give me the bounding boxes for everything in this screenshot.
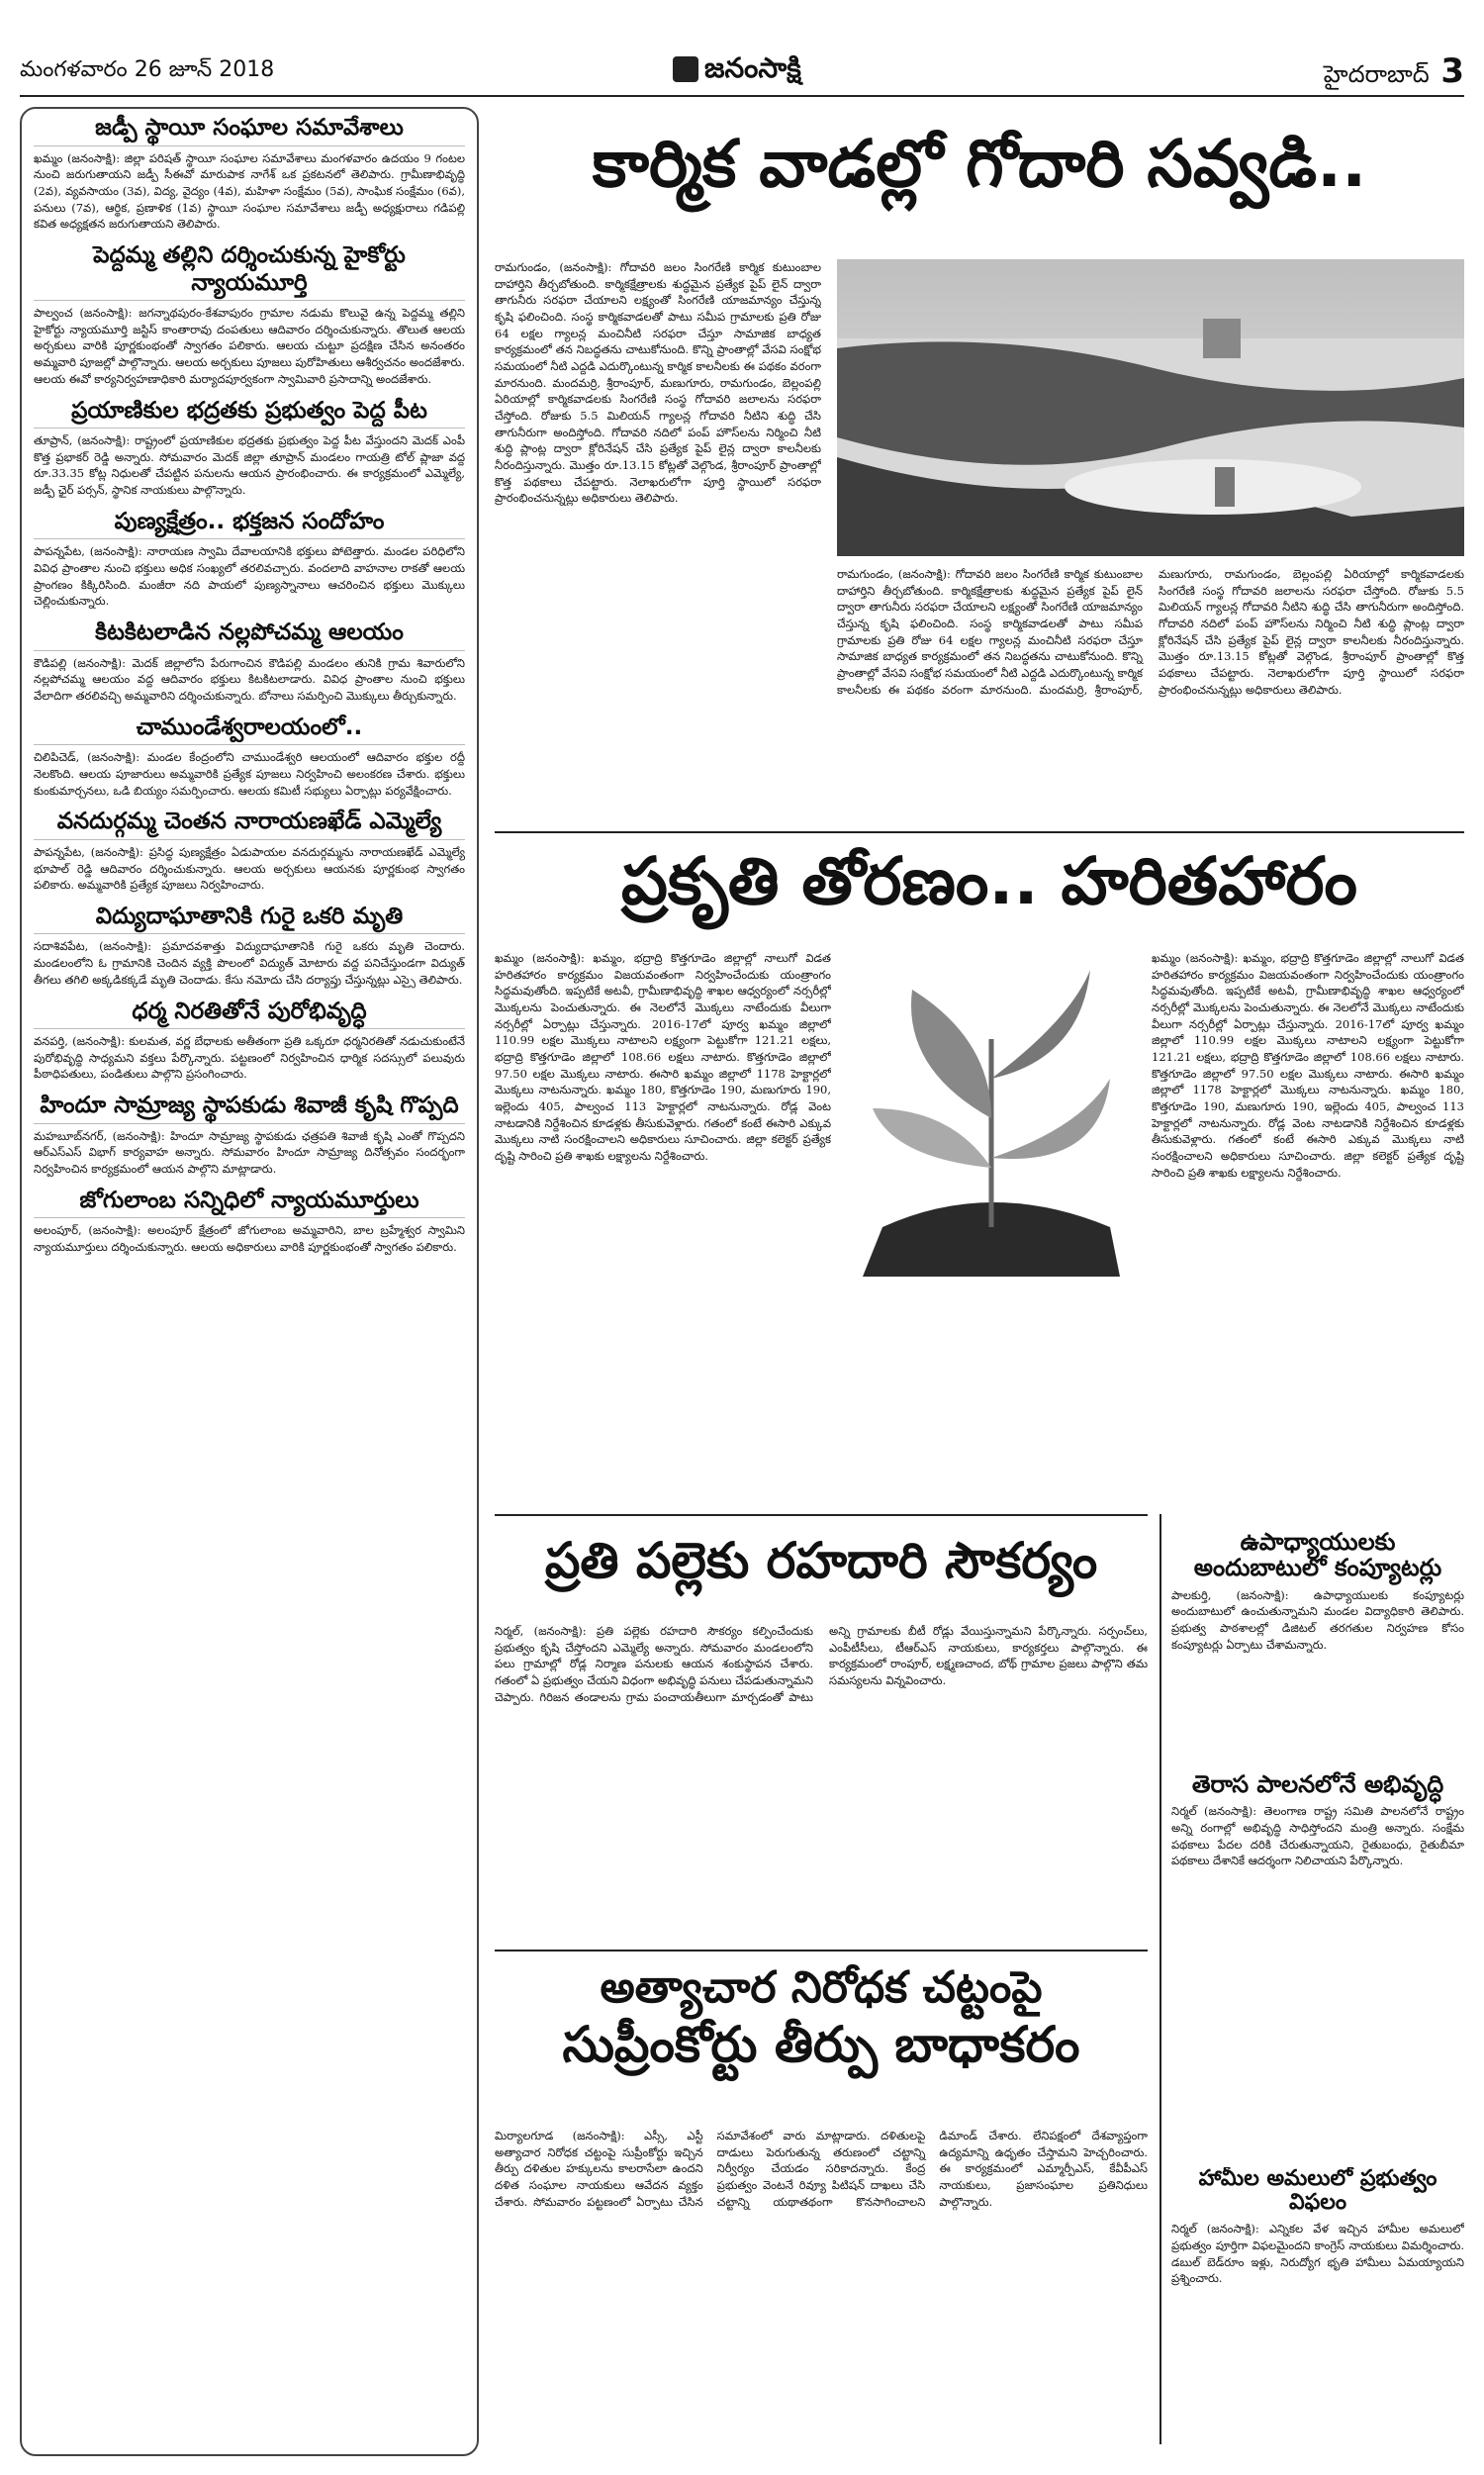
left-story (22, 709, 477, 804)
computers-body: పాలకుర్తి, (జనంసాక్షి): ఉపాధ్యాయులకు కంప్యూటర్లు అందుబాటులో ఉంచుతున్నామని మండల విద్యాధికారి తెలిపారు. ప్రభుత్వ పాఠశాలల్లో డిజిటల్ తరగతుల నిర్వహణ కోసం కంప్యూటర్లు ఏర్పాటు చేశామన్నారు. (1171, 1587, 1464, 1652)
page-number: 3 (1440, 51, 1464, 91)
left-story-body: వనపర్తి, (జనంసాక్షి): కులమత, వర్ణ బేధాలకు అతీతంగా ప్రతి ఒక్కరూ ధర్మనిరతితో నడుచుకుంటేనే పురోభివృద్ధి సాధ్యమని వక్తలు పేర్కొన్నారు. పట్టణంలో నిర్వహించిన ధార్మిక సదస్సులో పలువురు పీఠాధిపతులు, పండితులు పాల్గొని ప్రసంగించారు. (34, 1034, 465, 1082)
roads-story-text (495, 1623, 1148, 1940)
haritha-story-headline-box (514, 843, 1464, 945)
haritha-story-body: ఖమ్మం (జనంసాక్షి): ఖమ్మం, భద్రాద్రి కొత్తగూడెం జిల్లాల్లో నాలుగో విడత హరితహారం కార్యక్రమం విజయవంతంగా నిర్వహించేందుకు యంత్రాంగం సిద్ధమవుతోంది. ఇప్పటికే అటవీ, గ్రామీణాభివృద్ధి శాఖల ఆధ్వర్యంలో నర్సరీల్లో మొక్కలను పెంచుతున్నారు. ఈ నెలలోనే మొక్కలు నాటేందుకు వీలుగా నర్సరీల్లో ఏర్పాట్లు చేస్తున్నారు. 2016-17లో పూర్వ ఖమ్మం జిల్లాలో 110.99 లక్షల మొక్కలు నాటాలని లక్ష్యంగా పెట్టుకోగా 121.21 లక్షలు, భద్రాద్రి కొత్తగూడెం జిల్లాలో 108.66 లక్షలు నాటారు. కొత్తగూడెం జిల్లాలో 97.50 లక్షల మొక్కలు నాటారు. ఈసారి ఖమ్మం జిల్లాలో 1178 హెక్టార్లలో మొక్కలు నాటనున్నారు. ఖమ్మం 180, కొత్తగూడెం 190, మణుగూరు 190, ఇల్లెందు 405, పాల్వంచ 113 హెక్టార్లలో నాటనున్నారు. రోడ్ల వెంట నాటడానికి నిర్దేశించిన కూడళ్లకు తీసుకువెళ్లారు. గతంలో కంటే ఈసారి ఎక్కువ మొక్కలు నాటి సంరక్షించాలని అధికారులు సూచించారు. జిల్లా కలెక్టర్ ప్రత్యేక దృష్టి సారించి ప్రతి శాఖకు లక్ష్యాలను నిర్దేశించారు. (495, 951, 831, 1164)
lead-story-headline-box (495, 126, 1464, 228)
roads-story-headline-box (495, 1534, 1148, 1613)
section-divider (495, 831, 1464, 833)
left-story-headline: ప్రయాణికుల భద్రతకు ప్రభుత్వం పెద్ద పీట (34, 398, 465, 429)
left-story-body: ఖమ్మం (జనంసాక్షి): జిల్లా పరిషత్ స్థాయీ సంఘాల సమావేశాలు మంగళవారం ఉదయం 9 గంటల నుంచి జరుగుతాయని జడ్పీ సీఈవో మారుపాక నాగేశ్ ఒక ప్రకటనలో తెలిపారు. గ్రామీణాభివృద్ధి (2వ), వ్యవసాయం (3వ), విద్య, వైద్యం (4వ), మహిళా సంక్షేమం (5వ), సాంఘిక సంక్షేమం (6వ), పనులు (7వ), ఆర్థిక, ప్రణాళిక (1వ) స్థాయీ సంఘాల సమావేశాలు జడ్పీ అధ్యక్షురాలు గడిపల్లి కవిత అధ్యక్షతన జరుగుతాయని తెలిపారు. (34, 150, 465, 232)
left-story-headline: జడ్పీ స్థాయీ సంఘాల సమావేశాలు (34, 115, 465, 146)
left-story-headline: జోగులాంబ సన్నిధిలో న్యాయమూర్తులు (34, 1188, 465, 1219)
city-name: హైదరాబాద్ (1323, 60, 1430, 88)
left-story-headline: ధర్మ నిరతితోనే పురోభివృద్ధి (34, 999, 465, 1030)
left-story-headline: చాముండేశ్వరాలయంలో.. (34, 714, 465, 746)
right-story-computers (1171, 1529, 1464, 1757)
left-story-body: చిలిపిచెడ్, (జనంసాక్షి): మండల కేంద్రంలోని చాముండేశ్వరి ఆలయంలో ఆదివారం భక్తుల రద్దీ నెలకొంది. ఆలయ పూజారులు అమ్మవారికి ప్రత్యేక పూజలు నిర్వహించి అలంకరణ చేశారు. భక్తులు కుంకుమార్చనలు, ఒడి బియ్యం సమర్పించారు. ఆలయ కమిటీ సభ్యులు ఏర్పాట్లు పర్యవేక్షించారు. (34, 750, 465, 798)
right-story-trs (1171, 1771, 1464, 2147)
left-story-headline: హిందూ సామ్రాజ్య స్థాపకుడు శివాజీ కృషి గొప్పది (34, 1093, 465, 1124)
sc-story-body: మిర్యాలగూడ (జనంసాక్షి): ఎస్సీ, ఎస్టీ అత్యాచార నిరోధక చట్టంపై సుప్రీంకోర్టు ఇచ్చిన తీర్పు దళితుల హక్కులను కాలరాసేలా ఉందని దళిత సంఘాల నాయకులు ఆవేదన వ్యక్తం చేశారు. సోమవారం పట్టణంలో ఏర్పాటు చేసిన సమావేశంలో వారు మాట్లాడారు. దళితులపై దాడులు పెరుగుతున్న తరుణంలో చట్టాన్ని నిర్వీర్యం చేయడం సరికాదన్నారు. కేంద్ర ప్రభుత్వం వెంటనే రివ్యూ పిటిషన్ దాఖలు చేసి చట్టాన్ని యథాతథంగా కొనసాగించాలని డిమాండ్ చేశారు. లేనిపక్షంలో దేశవ్యాప్తంగా ఉద్యమాన్ని ఉధృతం చేస్తామని హెచ్చరించారు. ఈ కార్యక్రమంలో ఎమ్మార్పీఎస్, కేవీపీఎస్ నాయకులు, ప్రజాసంఘాల ప్రతినిధులు పాల్గొన్నారు. (495, 2129, 1148, 2209)
left-story-body: పాపన్నపేట, (జనంసాక్షి): ప్రసిద్ధ పుణ్యక్షేత్రం ఏడుపాయల వనదుర్గమ్మను నారాయణఖేడ్ ఎమ్మెల్యే భూపాల్ రెడ్డి ఆదివారం దర్శించుకున్నారు. ఆలయ అర్చకులు ఆయనకు పూర్ణకుంభ స్వాగతం పలికారు. అమ్మవారికి ప్రత్యేక పూజలు నిర్వహించారు. (34, 844, 465, 893)
left-story (22, 503, 477, 614)
column-divider (1159, 1514, 1161, 2444)
left-story (22, 109, 477, 237)
left-story-headline: వనదుర్గమ్మ చెంతన నారాయణఖేడ్ ఎమ్మెల్యే (34, 809, 465, 840)
section-divider (495, 1514, 1148, 1516)
logo-icon (673, 56, 698, 82)
left-story (22, 898, 477, 993)
left-story-body: పాల్వంచ (జనంసాక్షి): జగన్నాథపురం-కేశవాపురం గ్రామాల నడుమ కొలువై ఉన్న పెద్దమ్మ తల్లిని హైకోర్టు న్యాయమూర్తి జస్టిస్ కాంతారావు దంపతులు ఆదివారం దర్శించుకున్నారు. తొలుత ఆలయ అర్చకులు వారికి పూర్ణకుంభంతో స్వాగతం పలికారు. ఆలయ చుట్టూ ప్రదక్షిణ చేసిన అనంతరం అమ్మవారి పూజల్లో పాల్గొన్నారు. ఆలయ అర్చకులు పూజలు పురోహితులు ఆశీర్వచనం అందజేశారు. ఆలయ ఈవో కార్యనిర్వహణాధికారి మర్యాదపూర్వకంగా స్వామివారి ప్రసాదాన్ని అందజేశారు. (34, 306, 465, 386)
section-divider (495, 1950, 1148, 1951)
haritha-story-headline: ప్రకృతి తోరణం.. హరితహారం (621, 843, 1357, 919)
edition-label (1324, 51, 1464, 94)
haritha-story-text-right (1152, 950, 1464, 1504)
left-story-body: మహబూబ్‌నగర్, (జనంసాక్షి): హిందూ సామ్రాజ్య స్థాపకుడు ఛత్రపతి శివాజీ కృషి ఎంతో గొప్పదని ఆర్‌ఎస్‌ఎస్ విభాగ్ కార్యవాహ అన్నారు. సోమవారం హిందూ సామ్రాజ్య దినోత్సవం సందర్భంగా నిర్వహించిన కార్యక్రమంలో ఆయన పాల్గొని మాట్లాడారు. (34, 1128, 465, 1177)
promises-headline: హామీల అమలులో ప్రభుత్వం విఫలం (1198, 2167, 1438, 2216)
left-story (22, 392, 477, 503)
sc-story-text (495, 2128, 1148, 2444)
godavari-river-photo (837, 259, 1464, 556)
left-story (22, 1182, 477, 1260)
left-story-headline: పెద్దమ్మ తల్లిని దర్శించుకున్న హైకోర్టు న్యాయమూర్తి (34, 242, 465, 301)
computers-headline-line2: అందుబాటులో కంప్యూటర్లు (1193, 1554, 1442, 1582)
left-story (22, 993, 477, 1088)
lead-story-headline: కార్మిక వాడల్లో గోదారి సవ్వడి.. (592, 126, 1367, 202)
left-story-body: సదాశివపేట, (జనంసాక్షి): ప్రమాదవశాత్తు విద్యుదాఘాతానికి గురై ఒకరు మృతి చెందారు. మండలంలోని ఓ గ్రామానికి చెందిన వ్యక్తి పొలంలో విద్యుత్ మోటారు వద్ద పనిచేస్తుండగా విద్యుత్ తీగలు తగిలి అక్కడికక్కడే మృతి చెందాడు. కేసు నమోదు చేసి దర్యాప్తు చేస్తున్నట్లు ఎస్సై తెలిపారు. (34, 939, 465, 987)
masthead-logo (673, 51, 801, 91)
trs-headline: తెరాస పాలనలోనే అభివృద్ధి (1191, 1771, 1444, 1798)
page-header (20, 0, 1464, 97)
sc-story-headline-line2: సుప్రీంకోర్టు తీర్పు బాధాకరం (562, 2016, 1080, 2074)
left-story-body: తూప్రాన్, (జనంసాక్షి): రాష్ట్రంలో ప్రయాణికుల భద్రతకు ప్రభుత్వం పెద్ద పీట వేస్తుందని మెదక్ ఎంపీ కొత్త ప్రభాకర్ రెడ్డి అన్నారు. సోమవారం మెదక్ జిల్లా తూప్రాన్ మండలం గాయత్రి టోల్ ప్లాజా వద్ద రూ.33.35 కోట్ల నిధులతో చేపట్టిన పనులను ఆయన ప్రారంభించారు. ఈ కార్యక్రమంలో ఎమ్మెల్యే, జడ్పీ ఛైర్ పర్సన్, స్థానిక నాయకులు పాల్గొన్నారు. (34, 433, 465, 498)
left-story-headline: కిటకిటలాడిన నల్లపోచమ్మ ఆలయం (34, 619, 465, 651)
roads-story-headline: ప్రతి పల్లెకు రహదారి సౌకర్యం (544, 1532, 1098, 1589)
left-story-body: అలంపూర్, (జనంసాక్షి): అలంపూర్ క్షేత్రంలో జోగులాంబ అమ్మవారిని, బాల బ్రహ్మేశ్వర స్వామిని న్యాయమూర్తులు దర్శించుకున్నారు. ఆలయ అధికారులు వారికి పూర్ణకుంభంతో స్వాగతం పలికారు. (34, 1223, 465, 1254)
lead-story-body: రామగుండం, (జనంసాక్షి): గోదావరి జలం సింగరేణి కార్మిక కుటుంబాల దాహార్తిని తీర్చబోతుంది. కార్మికక్షేత్రాలకు శుద్ధమైన ప్రత్యేక పైప్ లైన్ ద్వారా తాగునీరు సరఫరా చేయాలని లక్ష్యంతో సింగరేణి యాజమాన్యం చేస్తున్న కృషి ఫలించింది. సంస్థ కార్మికవాడలతో పాటు సమీప గ్రామాలకు ప్రతి రోజు 64 లక్షల గ్యాలన్ల మంచినీటి సరఫరా చేస్తూ సామాజిక బాధ్యత కార్యక్రమంలో తన నిబద్ధతను చాటుకోనుంది. కొన్ని ప్రాంతాల్లో వేసవి సంక్షోభ సమయంలో నీటి ఎద్దడి ఎదుర్కొంటున్న కార్మిక కాలనీలకు ఈ పథకం వరంగా మారనుంది. మందమర్రి, శ్రీరాంపూర్, మణుగూరు, రామగుండం, బెల్లంపల్లి ఏరియాల్లో కార్మికవాడలకు సింగరేణి సంస్థ గోదావరి జలాలను సరఫరా చేస్తోంది. రోజుకు 5.5 మిలియన్ గ్యాలన్ల గోదావరి నీటిని శుద్ధి చేసి తాగునీరుగా అందిస్తోంది. గోదావరి నదిలో పంప్ హౌస్‌లను నిర్మించి నీటి శుద్ధి ప్లాంట్ల ద్వారా క్లోరినేషన్ చేసి ప్రత్యేక పైప్ లైన్ల ద్వారా కాలనీలకు నీరందిస్తున్నారు. మొత్తం రూ.13.15 కోట్లతో వెల్గొండ, శ్రీరాంపూర్ ప్రాంతాల్లో కొత్త పథకాలు చేపట్టారు. నెలాఖరులోగా పూర్తి స్థాయిలో సరఫరా ప్రారంభించనున్నట్లు అధికారులు తెలిపారు. (495, 260, 821, 506)
left-news-column (20, 107, 479, 2456)
left-story-body: కౌడిపల్లి (జనంసాక్షి): మెదక్ జిల్లాలోని పేరుగాంచిన కౌడిపల్లి మండలం తునికి గ్రామ శివారులోని నల్లపోచమ్మ ఆలయం వద్ద ఆదివారం భక్తులు కిటకిటలాడారు. వివిధ ప్రాంతాల నుంచి భక్తులు వేలాదిగా తరలివచ్చి అమ్మవారిని దర్శించుకున్నారు. బోనాలు సమర్పించి మొక్కులు తీర్చుకున్నారు. (34, 655, 465, 703)
sc-story-headline-line1: అత్యాచార నిరోధక చట్టంపై (600, 1962, 1043, 2013)
left-story-body: పాపన్నపేట, (జనంసాక్షి): నారాయణ స్వామి దేవాలయానికి భక్తులు పోటెత్తారు. మండల పరిధిలోని వివిధ ప్రాంతాల నుంచి భక్తులు అధిక సంఖ్యలో తరలివచ్చారు. వందలాది వాహనాల రాకతో ఆలయ ప్రాంగణం కిక్కిరిసింది. మంజీరా నది పాయలో పుణ్యస్నానాలు ఆచరించిన భక్తులు మొక్కులు చెల్లించుకున్నారు. (34, 544, 465, 609)
paper-name: జనంసాక్షి (704, 51, 801, 84)
sc-story-headline-box (495, 1964, 1148, 2123)
sapling-illustration (843, 950, 1140, 1277)
roads-story-body: నిర్మల్, (జనంసాక్షి): ప్రతి పల్లెకు రహదారి సౌకర్యం కల్పించేందుకు ప్రభుత్వం కృషి చేస్తోందని ఎమ్మెల్యే అన్నారు. సోమవారం మండలంలోని పలు గ్రామాల్లో రోడ్ల నిర్మాణ పనులకు ఆయన శంకుస్థాపన చేశారు. గతంలో ఏ ప్రభుత్వం చేయని విధంగా అభివృద్ధి పనులు చేపడుతున్నామని చెప్పారు. గిరిజన తండాలను గ్రామ పంచాయతీలుగా మార్చడంతో పాటు అన్ని గ్రామాలకు బీటీ రోడ్లు వేయిస్తున్నామని పేర్కొన్నారు. సర్పంచ్‌లు, ఎంపీటీసీలు, టీఆర్‌ఎస్ నాయకులు, కార్యకర్తలు పాల్గొన్నారు. ఈ కార్యక్రమంలో రాంపూర్, లక్ష్మణచాంద, బోథ్ గ్రామాల ప్రజలు పాల్గొని తమ సమస్యలను విన్నవించారు. (495, 1624, 1148, 1704)
computers-headline-line1: ఉపాధ్యాయులకు (1240, 1529, 1396, 1556)
left-story-headline: విద్యుదాఘాతానికి గురై ఒకరి మృతి (34, 904, 465, 935)
lead-story-text-continued (837, 566, 1464, 813)
left-story (22, 803, 477, 898)
promises-body: నిర్మల్ (జనంసాక్షి): ఎన్నికల వేళ ఇచ్చిన హామీల అమలులో ప్రభుత్వం పూర్తిగా విఫలమైందని కాంగ్రెస్ నాయకులు విమర్శించారు. డబుల్ బెడ్‌రూం ఇళ్లు, నిరుద్యోగ భృతి హామీలు ఏమయ్యాయని ప్రశ్నించారు. (1171, 2222, 1464, 2286)
haritha-story-text (495, 950, 831, 1504)
trs-body: నిర్మల్ (జనంసాక్షి): తెలంగాణ రాష్ట్ర సమితి పాలనలోనే రాష్ట్రం అన్ని రంగాల్లో అభివృద్ధి సాధిస్తోందని మంత్రి అన్నారు. సంక్షేమ పథకాలు పేదల దరికి చేరుతున్నాయని, రైతుబంధు, రైతుబీమా పథకాలు దేశానికే ఆదర్శంగా నిలిచాయని పేర్కొన్నారు. (1171, 1804, 1464, 1868)
left-story (22, 1087, 477, 1182)
issue-date: మంగళవారం 26 జూన్ 2018 (20, 57, 275, 82)
lead-story-body-continued: రామగుండం, (జనంసాక్షి): గోదావరి జలం సింగరేణి కార్మిక కుటుంబాల దాహార్తిని తీర్చబోతుంది. కార్మికక్షేత్రాలకు శుద్ధమైన ప్రత్యేక పైప్ లైన్ ద్వారా తాగునీరు సరఫరా చేయాలని లక్ష్యంతో సింగరేణి యాజమాన్యం చేస్తున్న కృషి ఫలించింది. సంస్థ కార్మికవాడలతో పాటు సమీప గ్రామాలకు ప్రతి రోజు 64 లక్షల గ్యాలన్ల మంచినీటి సరఫరా చేస్తూ సామాజిక బాధ్యత కార్యక్రమంలో తన నిబద్ధతను చాటుకోనుంది. కొన్ని ప్రాంతాల్లో వేసవి సంక్షోభ సమయంలో నీటి ఎద్దడి ఎదుర్కొంటున్న కార్మిక కాలనీలకు ఈ పథకం వరంగా మారనుంది. మందమర్రి, శ్రీరాంపూర్, మణుగూరు, రామగుండం, బెల్లంపల్లి ఏరియాల్లో కార్మికవాడలకు సింగరేణి సంస్థ గోదావరి జలాలను సరఫరా చేస్తోంది. రోజుకు 5.5 మిలియన్ గ్యాలన్ల గోదావరి నీటిని శుద్ధి చేసి తాగునీరుగా అందిస్తోంది. గోదావరి నదిలో పంప్ హౌస్‌లను నిర్మించి నీటి శుద్ధి ప్లాంట్ల ద్వారా క్లోరినేషన్ చేసి ప్రత్యేక పైప్ లైన్ల ద్వారా కాలనీలకు నీరందిస్తున్నారు. మొత్తం రూ.13.15 కోట్లతో వెల్గొండ, శ్రీరాంపూర్ ప్రాంతాల్లో కొత్త పథకాలు చేపట్టారు. నెలాఖరులోగా పూర్తి స్థాయిలో సరఫరా ప్రారంభించనున్నట్లు అధికారులు తెలిపారు. (837, 567, 1464, 697)
left-story (22, 614, 477, 709)
right-story-promises (1171, 2167, 1464, 2444)
left-story (22, 237, 477, 392)
haritha-story-body-right: ఖమ్మం (జనంసాక్షి): ఖమ్మం, భద్రాద్రి కొత్తగూడెం జిల్లాల్లో నాలుగో విడత హరితహారం కార్యక్రమం విజయవంతంగా నిర్వహించేందుకు యంత్రాంగం సిద్ధమవుతోంది. ఇప్పటికే అటవీ, గ్రామీణాభివృద్ధి శాఖల ఆధ్వర్యంలో నర్సరీల్లో మొక్కలను పెంచుతున్నారు. ఈ నెలలోనే మొక్కలు నాటేందుకు వీలుగా నర్సరీల్లో ఏర్పాట్లు చేస్తున్నారు. 2016-17లో పూర్వ ఖమ్మం జిల్లాలో 110.99 లక్షల మొక్కలు నాటాలని లక్ష్యంగా పెట్టుకోగా 121.21 లక్షలు, భద్రాద్రి కొత్తగూడెం జిల్లాలో 108.66 లక్షలు నాటారు. కొత్తగూడెం జిల్లాలో 97.50 లక్షల మొక్కలు నాటారు. ఈసారి ఖమ్మం జిల్లాలో 1178 హెక్టార్లలో మొక్కలు నాటనున్నారు. ఖమ్మం 180, కొత్తగూడెం 190, మణుగూరు 190, ఇల్లెందు 405, పాల్వంచ 113 హెక్టార్లలో నాటనున్నారు. రోడ్ల వెంట నాటడానికి నిర్దేశించిన కూడళ్లకు తీసుకువెళ్లారు. గతంలో కంటే ఈసారి ఎక్కువ మొక్కలు నాటి సంరక్షించాలని అధికారులు సూచించారు. జిల్లా కలెక్టర్ ప్రత్యేక దృష్టి సారించి ప్రతి శాఖకు లక్ష్యాలను నిర్దేశించారు. (1152, 951, 1464, 1180)
lead-story-text (495, 259, 821, 813)
left-story-headline: పుణ్యక్షేత్రం.. భక్తజన సందోహం (34, 509, 465, 540)
